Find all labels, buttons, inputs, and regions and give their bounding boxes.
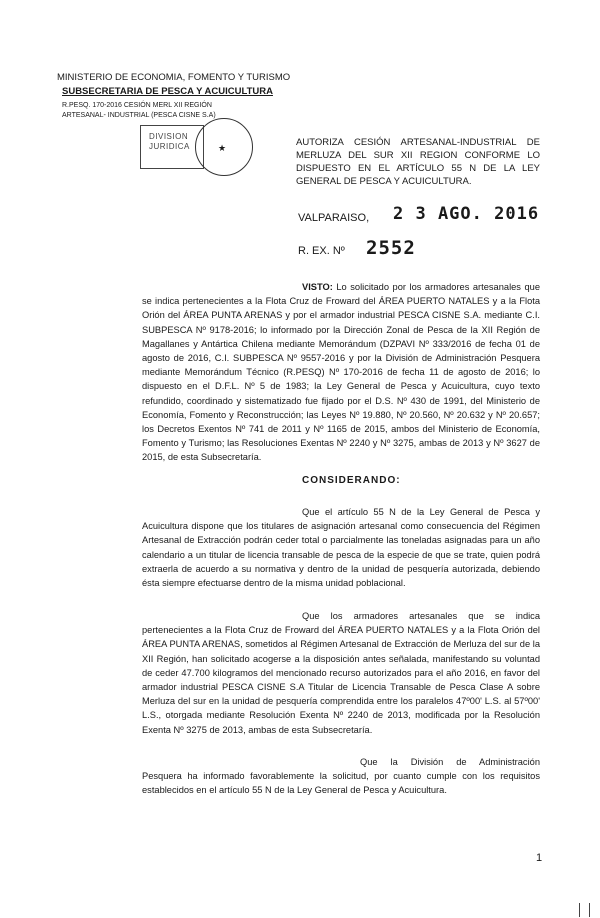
seal-star-icon: ★ xyxy=(218,143,227,153)
date-value: 2 3 AGO. 2016 xyxy=(393,204,540,224)
visto-paragraph xyxy=(142,280,540,465)
scan-edge-mark xyxy=(579,903,580,917)
reference-line-2: ARTESANAL- INDUSTRIAL (PESCA CISNE S.A) xyxy=(62,112,216,119)
ministry-name: MINISTERIO DE ECONOMIA, FOMENTO Y TURISMO xyxy=(57,72,291,83)
scan-edge-mark xyxy=(589,903,590,917)
resolution-label: R. EX. Nº xyxy=(298,245,345,257)
considerando-paragraph-2: Que los armadores artesanales que se indica pertenecientes a la Flota Cruz de Froward del ÁREA PUERTO NATALES y a la Flota Orión del ÁREA PUNTA ARENAS, sometidos al Régimen Artesanal de Extracción de Merluza del sur de la XII Región, han solicitado acogerse a la disposición antes señalada, manifestando su voluntad de ceder 47.700 kilogramos del mencionado recurso autorizados para el año 2016, en favor del armador industrial PESCA CISNE S.A Titular de Licencia Transable de Pesca Clase A sobre Merluza del sur en la unidad de pesquería comprendida entre los paralelos 47º00' L.S. al 57º00' L.S., otorgada mediante Resolución Exenta Nº 2240 de 2013, modificada por la Resolución Exenta Nº 3275 de 2013, ambas de esta Subsecretaría. xyxy=(142,611,540,735)
visto-text: Lo solicitado por los armadores artesanales que se indica pertenecientes a la Flota Cruz de Froward del ÁREA PUERTO NATALES y a la Flota Orión del ÁREA PUNTA ARENAS y por el armador industrial PESCA CISNE S.A. mediante C.I. SUBPESCA Nº 9178-2016; lo informado por la Dirección Zonal de Pesca de la XII Región de Magallanes y Antártica Chilena mediante Memorándum (DZPAVI Nº 333/2016 de fecha 01 de agosto de 2016, C.I. SUBPESCA Nº 9557-2016 y por la División de Administración Pesquera mediante Memorándum Técnico (R.PESQ) Nº 170-2016 de fecha 11 de agosto de 2016; lo dispuesto en el D.F.L. Nº 5 de 1983; la Ley General de Pesca y Acuicultura, cuyo texto refundido, coordinado y sistematizado fue fijado por el D.S. Nº 430 de 1991, del Ministerio de Economía, Fomento y Reconstrucción; las Leyes Nº 19.880, Nº 20.560, Nº 20.632 y Nº 20.657; los Decretos Exentos Nº 741 de 2011 y Nº 1165 de 2015, ambos del Ministerio de Economía, Fomento y Turismo; las Resoluciones Exentas Nº 2240 y Nº 3275, ambas de 2013 y Nº 3627 de 2015, de esta Subsecretaría. xyxy=(142,282,540,463)
stamp-line-2: JURIDICA xyxy=(149,142,190,151)
date-place: VALPARAISO, xyxy=(298,212,370,224)
considerando-title: CONSIDERANDO: xyxy=(302,475,401,486)
subsecretaria-name: SUBSECRETARIA DE PESCA Y ACUICULTURA xyxy=(62,86,273,97)
considerando-paragraph-1: Que el artículo 55 N de la Ley General de Pesca y Acuicultura dispone que los titulares de asignación artesanal como consecuencia del Régimen Artesanal de Extracción podrán ceder total o parcialmente las toneladas asignadas para un año calendario a un titular de licencia transable de pesca de la especie de que se trate, quien podrá extraerla de acuerdo a su normativa y dentro de la unidad de pesquería autorizada, debiendo ésta siempre efectuarse dentro de la misma unidad poblacional. xyxy=(142,507,540,589)
considerando-paragraph-3: Que la División de Administración Pesquera ha informado favorablemente la solicitud, por cuanto cumple con los requisitos establecidos en el artículo 55 N de la Ley General de Pesca y Acuicultura. xyxy=(142,757,540,796)
resolution-subject: AUTORIZA CESIÓN ARTESANAL-INDUSTRIAL DE MERLUZA DEL SUR XII REGION CONFORME LO DISPUESTO EN EL ARTÍCULO 55 N DE LA LEY GENERAL DE PESCA Y ACUICULTURA. xyxy=(296,137,540,187)
stamp-line-1: DIVISION xyxy=(149,132,189,141)
visto-lead: VISTO: xyxy=(302,282,333,292)
reference-line-1: R.PESQ. 170-2016 CESIÓN MERL XII REGIÓN xyxy=(62,102,212,109)
resolution-number: 2552 xyxy=(366,237,416,259)
page-number: 1 xyxy=(536,852,543,864)
official-seal xyxy=(195,118,253,176)
